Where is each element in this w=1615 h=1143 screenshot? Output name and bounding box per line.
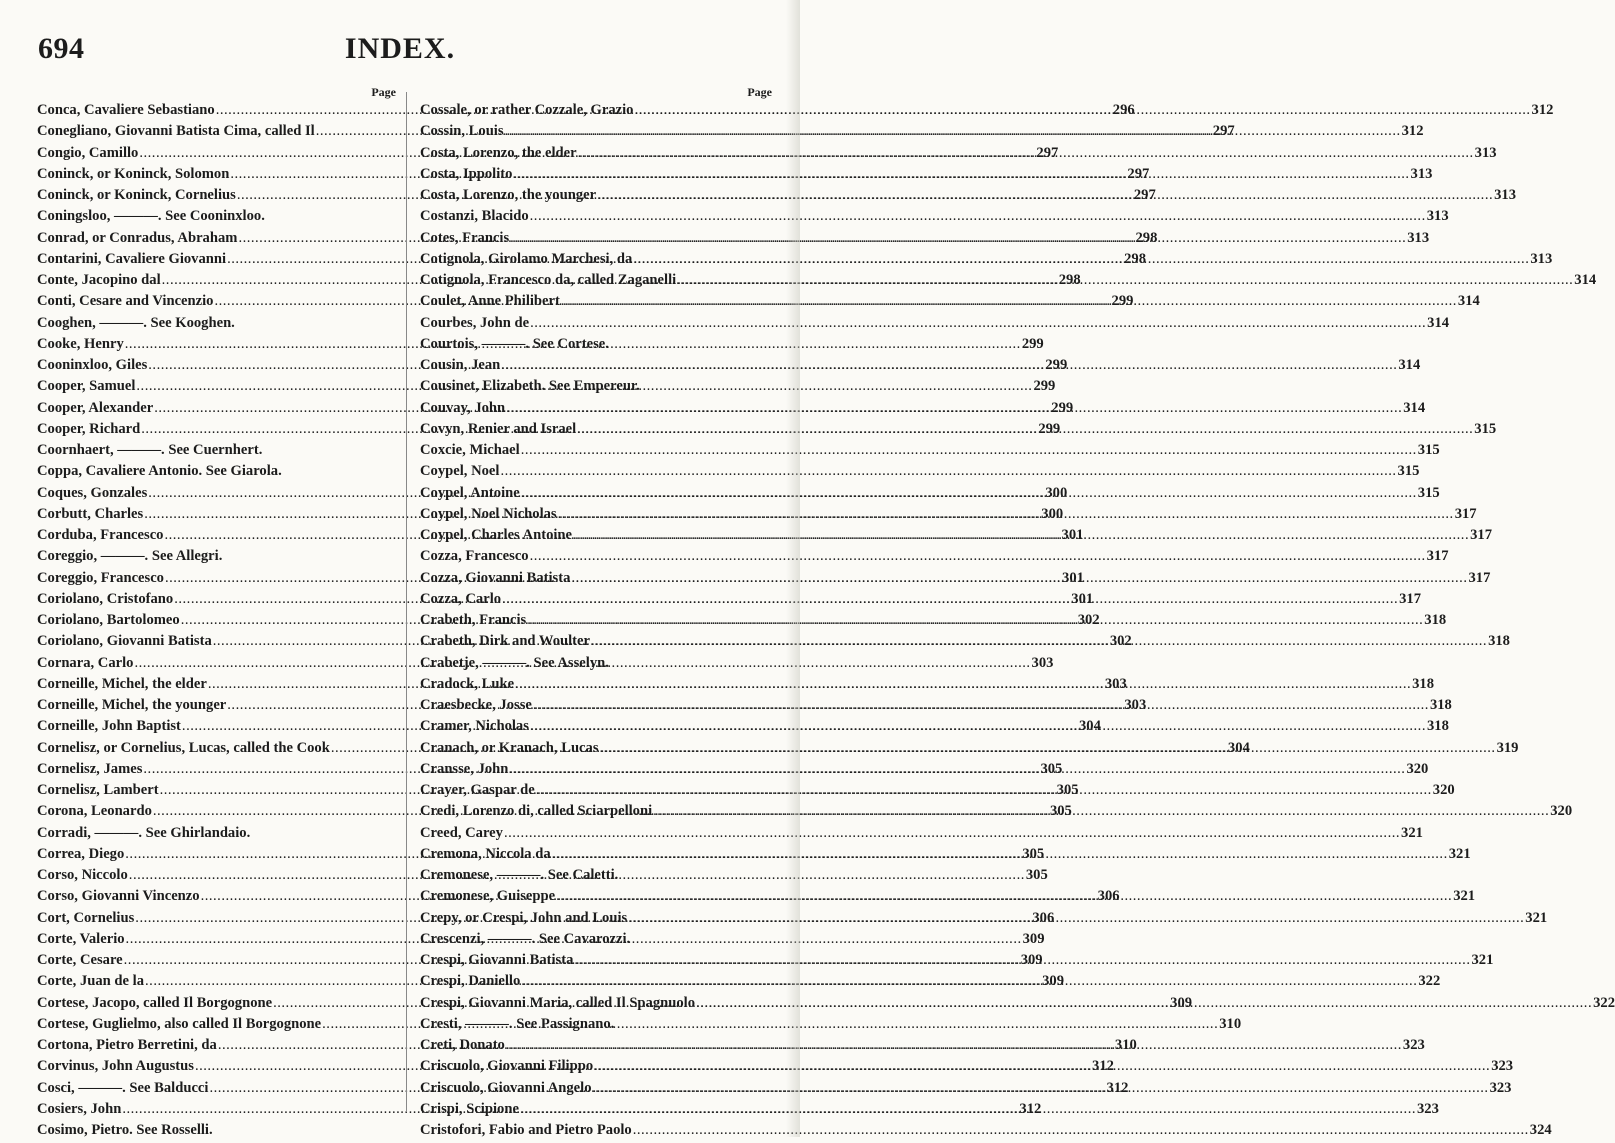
entry-page-number: 320 bbox=[1406, 760, 1429, 777]
dot-leader bbox=[556, 888, 1452, 905]
entry-page-number: 322 bbox=[1418, 973, 1441, 990]
entry-page-number: 320 bbox=[1550, 803, 1573, 820]
dot-leader bbox=[510, 230, 1406, 247]
index-entry bbox=[37, 463, 396, 484]
entry-name: Cossale, or rather Cozzale, Grazio bbox=[420, 102, 634, 118]
entry-name: Corona, Leonardo bbox=[37, 803, 152, 820]
entry-name: Coningsloo, ———. See Cooninxloo. bbox=[37, 208, 265, 225]
entry-name: Coreggio, ———. See Allegri. bbox=[37, 548, 223, 565]
dot-leader bbox=[574, 952, 1470, 969]
entry-name: Conrad, or Conradus, Abraham bbox=[37, 229, 238, 246]
entry-page-number: 317 bbox=[1470, 527, 1492, 543]
entry-page-number: 299 bbox=[1045, 357, 1068, 373]
entry-page-number: 313 bbox=[1410, 165, 1433, 182]
entry-page-number: 314 bbox=[1457, 293, 1480, 310]
entry-page-number: 301 bbox=[1071, 590, 1094, 607]
entry-name: Corvinus, John Augustus bbox=[37, 1058, 194, 1075]
entry-name: Corradi, ———. See Ghirlandaio. bbox=[37, 824, 251, 841]
entry-name: Cotignola, Francesco da, called Zaganelli bbox=[420, 272, 677, 288]
page-header bbox=[0, 30, 800, 70]
entry-page-number: 304 bbox=[1227, 739, 1250, 756]
entry-page-number: 309 bbox=[1022, 930, 1045, 947]
entry-name: Crabetje, ———. See Asselyn. bbox=[420, 654, 609, 671]
dot-leader bbox=[696, 995, 1592, 1012]
entry-page-number: 320 bbox=[1432, 782, 1455, 798]
entry-name: Cremonese, ———. See Caletti. bbox=[420, 867, 619, 883]
entry-page-number: 299 bbox=[1021, 335, 1044, 352]
dot-leader bbox=[593, 1080, 1489, 1097]
entry-name: Crepy, or Crespi, John and Louis bbox=[420, 909, 628, 926]
entry-name: Correa, Diego bbox=[37, 845, 125, 862]
entry-page-number: 297 bbox=[1212, 123, 1235, 140]
entry-name: Costa, Ippolito bbox=[420, 165, 513, 182]
entry-name: Coninck, or Koninck, Cornelius bbox=[37, 187, 236, 203]
entry-page-number: 313 bbox=[1494, 187, 1517, 203]
dot-leader bbox=[506, 1037, 1402, 1054]
entry-name: Cornelisz, or Cornelius, Lucas, called the Cook bbox=[37, 739, 330, 756]
dot-leader bbox=[530, 315, 1426, 332]
page-column-label: Page bbox=[747, 85, 772, 99]
dot-leader bbox=[530, 718, 1426, 735]
entry-name: Coxcie, Michael bbox=[420, 442, 520, 458]
entry-name: Crayer, Gaspar de bbox=[420, 782, 535, 798]
entry-page-number: 305 bbox=[1040, 760, 1063, 777]
entry-page-number: 309 bbox=[1170, 994, 1193, 1011]
entry-name: Cramer, Nicholas bbox=[420, 718, 529, 735]
entry-page-number: 318 bbox=[1426, 718, 1449, 735]
entry-name: Coypel, Noel Nicholas bbox=[420, 505, 557, 522]
index-entry bbox=[420, 314, 1450, 336]
entry-page-number: 296 bbox=[1112, 102, 1135, 118]
entry-page-number: 317 bbox=[1399, 590, 1422, 607]
entry-page-number: 315 bbox=[1474, 420, 1497, 437]
entry-name: Couvay, John bbox=[420, 399, 506, 416]
entry-page-number: 319 bbox=[1496, 739, 1519, 756]
dot-leader bbox=[530, 208, 1426, 225]
entry-page-number: 318 bbox=[1412, 675, 1435, 692]
dot-leader bbox=[502, 591, 1398, 608]
entry-page-number: 318 bbox=[1429, 697, 1452, 713]
entry-page-number: 298 bbox=[1124, 250, 1147, 267]
entry-name: Cozza, Francesco bbox=[420, 548, 529, 565]
entry-name: Congio, Camillo bbox=[37, 144, 139, 161]
entry-name: Conti, Cesare and Vincenzio bbox=[37, 293, 214, 310]
dot-leader bbox=[513, 166, 1409, 183]
entry-page-number: 314 bbox=[1398, 357, 1421, 373]
entry-name: Costanzi, Blacido bbox=[420, 208, 529, 225]
entry-name: Cranach, or Kranach, Lucas bbox=[420, 739, 599, 756]
entry-name: Cotes, Francis bbox=[420, 229, 510, 246]
entry-page-number: 314 bbox=[1427, 314, 1450, 331]
entry-name: Cosimo, Pietro. See Rosselli. bbox=[37, 1122, 213, 1138]
entry-name: Corbutt, Charles bbox=[37, 505, 144, 522]
entry-page-number: 314 bbox=[1574, 272, 1597, 288]
dot-leader bbox=[530, 548, 1426, 565]
index-entry bbox=[37, 208, 396, 229]
entry-name: Cort, Cornelius bbox=[37, 909, 135, 926]
page-edge bbox=[786, 0, 800, 1137]
entry-name: Criscuolo, Giovanni Filippo bbox=[420, 1058, 594, 1075]
dot-leader bbox=[600, 740, 1496, 757]
dot-leader bbox=[591, 633, 1487, 650]
entry-name: Corso, Niccolo bbox=[37, 867, 128, 883]
column-divider bbox=[406, 92, 407, 1112]
entry-name: Coques, Gonzales bbox=[37, 484, 148, 501]
index-entry bbox=[37, 825, 396, 846]
entry-page-number: 305 bbox=[1056, 782, 1079, 798]
entry-page-number: 315 bbox=[1417, 442, 1440, 458]
entry-name: Costa, Lorenzo, the younger bbox=[420, 187, 597, 203]
entry-page-number: 310 bbox=[1219, 1015, 1242, 1032]
entry-page-number: 321 bbox=[1448, 845, 1471, 862]
entry-page-number: 304 bbox=[1078, 718, 1101, 735]
entry-name: Cozza, Giovanni Batista bbox=[420, 569, 571, 586]
index-entry bbox=[37, 315, 396, 336]
entry-page-number: 302 bbox=[1109, 633, 1132, 650]
dot-leader bbox=[597, 187, 1493, 204]
entry-name: Conte, Jacopino dal bbox=[37, 272, 161, 288]
entry-name: Cossin, Louis bbox=[420, 123, 504, 140]
entry-name: Corte, Cesare bbox=[37, 952, 123, 968]
entry-name: Corneille, Michel, the younger bbox=[37, 697, 227, 713]
dot-leader bbox=[533, 697, 1429, 714]
entry-name: Cozza, Carlo bbox=[420, 590, 502, 607]
entry-page-number: 323 bbox=[1491, 1058, 1514, 1075]
entry-page-number: 306 bbox=[1097, 888, 1120, 905]
entry-name: Criscuolo, Giovanni Angelo bbox=[420, 1079, 592, 1096]
dot-leader bbox=[500, 463, 1396, 480]
entry-page-number: 297 bbox=[1127, 165, 1150, 182]
entry-name: Courbes, John de bbox=[420, 314, 530, 331]
entry-page-number: 322 bbox=[1593, 994, 1615, 1011]
entry-page-number: 312 bbox=[1092, 1058, 1114, 1075]
index-entry bbox=[37, 548, 396, 569]
entry-name: Cresti, ———. See Passignano. bbox=[420, 1015, 615, 1032]
index-entry bbox=[420, 463, 1420, 484]
entry-page-number: 313 bbox=[1474, 144, 1497, 161]
page-number: 694 bbox=[38, 32, 85, 65]
entry-page-number: 324 bbox=[1529, 1122, 1552, 1138]
entry-name: Coppa, Cavaliere Antonio. See Giarola. bbox=[37, 463, 282, 480]
index-entry bbox=[420, 548, 1449, 569]
entry-name: Corte, Juan de la bbox=[37, 973, 145, 990]
entry-name: Corso, Giovanni Vincenzo bbox=[37, 888, 200, 905]
entry-page-number: 300 bbox=[1041, 505, 1064, 522]
entry-name: Craesbecke, Josse bbox=[420, 697, 532, 713]
entry-page-number: 299 bbox=[1051, 399, 1074, 416]
entry-name: Crabeth, Dirk and Woulter bbox=[420, 633, 591, 650]
entry-page-number: 313 bbox=[1530, 250, 1553, 267]
entry-name: Contarini, Cavaliere Giovanni bbox=[37, 250, 227, 267]
dot-leader bbox=[527, 612, 1423, 629]
entry-name: Coninck, or Koninck, Solomon bbox=[37, 165, 230, 182]
entry-page-number: 299 bbox=[1111, 293, 1134, 310]
entry-name: Corneille, Michel, the elder bbox=[37, 675, 207, 692]
entry-page-number: 309 bbox=[1042, 973, 1064, 990]
entry-page-number: 312 bbox=[1106, 1079, 1129, 1096]
entry-page-number: 299 bbox=[1038, 420, 1061, 437]
dot-leader bbox=[633, 1122, 1529, 1139]
page-column-label: Page bbox=[371, 85, 396, 99]
entry-name: Cristofori, Fabio and Pietro Paolo bbox=[420, 1122, 632, 1138]
entry-page-number: 300 bbox=[1045, 484, 1068, 501]
dot-leader bbox=[521, 442, 1417, 459]
entry-page-number: 321 bbox=[1525, 909, 1548, 926]
dot-leader bbox=[506, 400, 1402, 417]
entry-name: Cortese, Jacopo, called Il Borgognone bbox=[37, 994, 273, 1011]
dot-leader bbox=[558, 506, 1454, 523]
entry-name: Coriolano, Giovanni Batista bbox=[37, 633, 212, 650]
entry-page-number: 318 bbox=[1424, 612, 1447, 628]
entry-name: Cornelisz, James bbox=[37, 760, 143, 777]
index-entry bbox=[420, 655, 772, 676]
entry-name: Cransse, John bbox=[420, 760, 509, 777]
entry-page-number: 302 bbox=[1077, 612, 1100, 628]
dot-leader bbox=[594, 1058, 1490, 1075]
dot-leader bbox=[509, 761, 1405, 778]
entry-name: Cotignola, Girolamo Marchesi, da bbox=[420, 250, 633, 267]
entry-page-number: 310 bbox=[1114, 1037, 1137, 1053]
entry-name: Crespi, Giovanni Maria, called Il Spagnuolo bbox=[420, 994, 696, 1011]
index-entry bbox=[420, 824, 1423, 846]
entry-name: Crescenzi, ———. See Cavarozzi. bbox=[420, 930, 631, 947]
entry-page-number: 312 bbox=[1401, 123, 1424, 140]
dot-leader bbox=[578, 145, 1474, 162]
entry-page-number: 303 bbox=[1031, 654, 1054, 671]
dot-leader bbox=[501, 357, 1397, 374]
entry-page-number: 305 bbox=[1025, 867, 1048, 883]
entry-name: Corneille, John Baptist bbox=[37, 718, 181, 735]
index-entry bbox=[420, 336, 772, 357]
entry-name: Cradock, Luke bbox=[420, 675, 515, 692]
dot-leader bbox=[521, 973, 1417, 990]
entry-name: Cooper, Alexander bbox=[37, 399, 154, 416]
entry-name: Creed, Carey bbox=[420, 824, 503, 841]
entry-name: Coornhaert, ———. See Cuernhert. bbox=[37, 442, 263, 458]
entry-name: Cooke, Henry bbox=[37, 335, 124, 352]
index-entry bbox=[420, 378, 772, 399]
entry-name: Cortese, Guglielmo, also called Il Borgognone bbox=[37, 1015, 322, 1032]
entry-name: Corduba, Francesco bbox=[37, 527, 164, 543]
entry-name: Coriolano, Bartolomeo bbox=[37, 612, 180, 628]
entry-page-number: 323 bbox=[1489, 1079, 1512, 1096]
entry-name: Coypel, Antoine bbox=[420, 484, 520, 501]
entry-page-number: 297 bbox=[1133, 187, 1156, 203]
entry-name: Crabeth, Francis bbox=[420, 612, 527, 628]
entry-name: Cooghen, ———. See Kooghen. bbox=[37, 314, 235, 331]
entry-page-number: 301 bbox=[1061, 527, 1084, 543]
entry-name: Coulet, Anne Philibert bbox=[420, 293, 560, 310]
entry-page-number: 303 bbox=[1124, 697, 1147, 713]
entry-page-number: 315 bbox=[1397, 463, 1420, 480]
entry-page-number: 298 bbox=[1058, 272, 1081, 288]
entry-name: Cortona, Pietro Berretini, da bbox=[37, 1037, 217, 1053]
entry-name: Coypel, Charles Antoine bbox=[420, 527, 573, 543]
entry-name: Cousin, Jean bbox=[420, 357, 501, 373]
entry-page-number: 321 bbox=[1471, 952, 1494, 968]
entry-page-number: 323 bbox=[1417, 1100, 1439, 1117]
index-entry bbox=[37, 1122, 396, 1143]
entry-page-number: 305 bbox=[1049, 803, 1072, 820]
entry-page-number: 321 bbox=[1453, 888, 1476, 905]
dot-leader bbox=[536, 782, 1432, 799]
entry-page-number: 314 bbox=[1403, 399, 1426, 416]
entry-page-number: 303 bbox=[1104, 675, 1127, 692]
entry-name: Cousinet, Elizabeth. See Empereur. bbox=[420, 378, 640, 395]
entry-page-number: 309 bbox=[1020, 952, 1043, 968]
dot-leader bbox=[504, 825, 1400, 842]
entry-page-number: 318 bbox=[1488, 633, 1510, 650]
entry-name: Covyn, Renier and Israel bbox=[420, 420, 577, 437]
entry-name: Cosci, ———. See Balducci bbox=[37, 1079, 209, 1096]
entry-page-number: 301 bbox=[1062, 569, 1084, 586]
entry-page-number: 312 bbox=[1531, 102, 1554, 118]
entry-name: Coriolano, Cristofano bbox=[37, 590, 174, 607]
entry-name: Cooper, Samuel bbox=[37, 378, 136, 395]
entry-name: Cornelisz, Lambert bbox=[37, 782, 159, 798]
dot-leader bbox=[521, 485, 1417, 502]
entry-name: Cooper, Richard bbox=[37, 420, 141, 437]
entry-page-number: 299 bbox=[1033, 378, 1056, 395]
index-entry bbox=[420, 1122, 1552, 1143]
entry-page-number: 312 bbox=[1019, 1100, 1042, 1117]
dot-leader bbox=[577, 421, 1473, 438]
entry-page-number: 306 bbox=[1032, 909, 1055, 926]
entry-page-number: 321 bbox=[1401, 824, 1423, 841]
dot-leader bbox=[633, 251, 1529, 268]
entry-name: Cremona, Niccola da bbox=[420, 845, 551, 862]
entry-page-number: 298 bbox=[1135, 229, 1158, 246]
dot-leader bbox=[520, 1101, 1416, 1118]
entry-page-number: 317 bbox=[1468, 569, 1491, 586]
entry-page-number: 323 bbox=[1402, 1037, 1425, 1053]
entry-name: Costa, Lorenzo, the elder bbox=[420, 144, 577, 161]
index-entry bbox=[420, 1016, 772, 1037]
index-entry bbox=[420, 931, 772, 952]
entry-page-number: 317 bbox=[1426, 548, 1449, 565]
entry-name: Crespi, Daniello bbox=[420, 973, 521, 990]
entry-name: Conegliano, Giovanni Batista Cima, called Il bbox=[37, 123, 315, 140]
entry-page-number: 315 bbox=[1417, 484, 1440, 501]
entry-page-number: 317 bbox=[1454, 505, 1477, 522]
dot-leader bbox=[561, 293, 1457, 310]
dot-leader bbox=[634, 102, 1530, 119]
entry-page-number: 305 bbox=[1022, 845, 1045, 862]
entry-name: Cremonese, Guiseppe bbox=[420, 888, 556, 905]
entry-name: Corte, Valerio bbox=[37, 930, 125, 947]
entry-page-number: 297 bbox=[1036, 144, 1059, 161]
page-title: INDEX. bbox=[344, 32, 456, 65]
index-entry bbox=[420, 208, 1449, 229]
entry-name: Crispi, Scipione bbox=[420, 1100, 519, 1117]
entry-page-number: 313 bbox=[1426, 208, 1449, 225]
dot-leader bbox=[573, 527, 1469, 544]
entry-name: Credi, Lorenzo di, called Sciarpelloni bbox=[420, 803, 653, 820]
dot-leader bbox=[505, 123, 1401, 140]
index-entry bbox=[420, 442, 1440, 463]
entry-name: Cooninxloo, Giles bbox=[37, 357, 148, 373]
dot-leader bbox=[628, 910, 1524, 927]
index-entry bbox=[37, 442, 396, 463]
entry-name: Cosiers, John bbox=[37, 1100, 122, 1117]
entry-name: Creti, Donato bbox=[420, 1037, 505, 1053]
entry-page-number: 313 bbox=[1407, 229, 1430, 246]
index-entry bbox=[420, 867, 772, 888]
entry-name: Conca, Cavaliere Sebastiano bbox=[37, 102, 215, 118]
entry-name: Crespi, Giovanni Batista bbox=[420, 952, 574, 968]
dot-leader bbox=[571, 570, 1467, 587]
entry-name: Courtois, ———. See Cortese. bbox=[420, 335, 609, 352]
entry-name: Cornara, Carlo bbox=[37, 654, 134, 671]
dot-leader bbox=[552, 846, 1448, 863]
dot-leader bbox=[515, 676, 1411, 693]
entry-name: Coypel, Noel bbox=[420, 463, 500, 480]
dot-leader bbox=[677, 272, 1573, 289]
entry-name: Coreggio, Francesco bbox=[37, 569, 164, 586]
